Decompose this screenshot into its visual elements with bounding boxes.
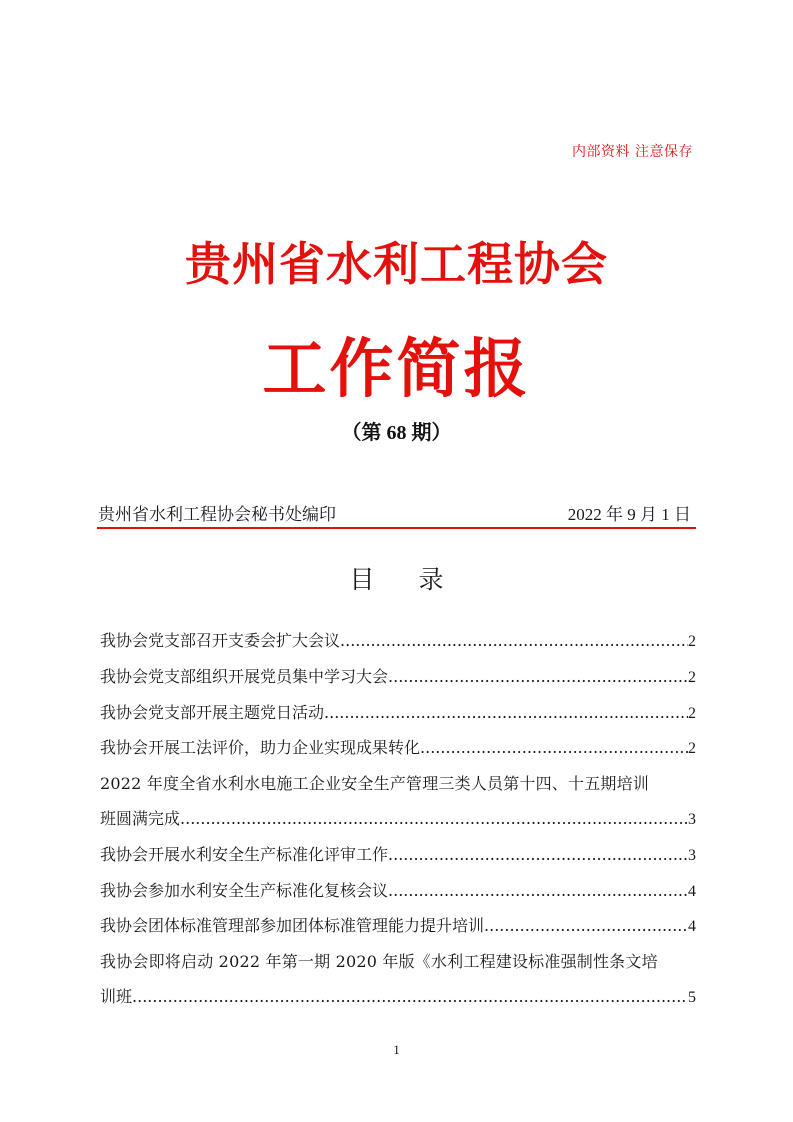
toc-heading: 目录 xyxy=(349,565,488,594)
toc-entry-title: 我协会参加水利安全生产标准化复核会议 xyxy=(100,880,389,900)
publish-date: 2022 年 9 月 1 日 xyxy=(567,505,691,524)
toc-entry-page: 3 xyxy=(688,846,696,864)
publisher-row xyxy=(98,500,691,525)
toc-entry-title: 我协会党支部组织开展党员集中学习大会 xyxy=(100,666,389,686)
toc-leader-dots xyxy=(388,838,688,873)
toc-entry[interactable] xyxy=(100,660,696,696)
toc-entry[interactable] xyxy=(100,838,696,874)
toc-entry-title: 我协会开展水利安全生产标准化评审工作 xyxy=(100,844,389,864)
toc-entry-page: 3 xyxy=(688,810,696,828)
publisher-editor: 贵州省水利工程协会秘书处编印 xyxy=(98,505,336,525)
page-number: 1 xyxy=(393,1042,400,1057)
toc-entry-title: 我协会党支部开展主题党日活动 xyxy=(100,702,325,722)
toc-entry-title-line2: 班圆满完成 xyxy=(100,808,181,828)
toc-leader-dots xyxy=(388,874,688,909)
toc-entry[interactable] xyxy=(100,696,696,732)
confidential-note: 内部资料 注意保存 xyxy=(572,144,693,160)
issue-number: （第 68 期） xyxy=(341,422,452,444)
toc-entry-page: 2 xyxy=(688,668,696,686)
toc-entry-multiline[interactable] xyxy=(100,767,696,838)
toc-entry-title-line1: 我协会即将启动 2022 年第一期 2020 年版《水利工程建设标准强制性条文培 xyxy=(100,952,658,972)
toc-leader-dots xyxy=(420,731,688,766)
toc-entry-title-line2: 训班 xyxy=(100,986,133,1006)
toc-entry-page: 2 xyxy=(688,633,696,650)
masthead-red-rule xyxy=(97,527,696,529)
toc-entry-page: 4 xyxy=(688,882,696,900)
table-of-contents xyxy=(100,624,696,1016)
toc-leader-dots xyxy=(388,660,688,695)
toc-leader-dots xyxy=(324,696,688,731)
toc-leader-dots xyxy=(180,802,688,837)
toc-leader-dots xyxy=(340,624,688,659)
toc-entry[interactable] xyxy=(100,909,696,945)
toc-leader-dots xyxy=(484,909,688,944)
toc-entry-page: 2 xyxy=(688,740,696,758)
toc-entry[interactable] xyxy=(100,624,696,660)
masthead-title: 工作简报 xyxy=(262,332,531,407)
toc-entry-title-line1: 2022 年度全省水利水电施工企业安全生产管理三类人员第十四、十五期培训 xyxy=(100,774,650,794)
toc-entry-title: 我协会开展工法评价，助力企业实现成果转化 xyxy=(100,738,421,758)
masthead-organization: 贵州省水利工程协会 xyxy=(185,237,608,291)
toc-entry-multiline[interactable] xyxy=(100,945,696,1016)
toc-entry-page: 5 xyxy=(688,988,696,1006)
toc-entry-page: 4 xyxy=(688,918,696,936)
toc-entry-title: 我协会团体标准管理部参加团体标准管理能力提升培训 xyxy=(100,916,485,936)
toc-entry-title: 我协会党支部召开支委会扩大会议 xyxy=(100,631,341,650)
toc-entry-page: 2 xyxy=(688,704,696,722)
toc-leader-dots xyxy=(132,980,688,1015)
toc-entry[interactable] xyxy=(100,731,696,767)
toc-entry[interactable] xyxy=(100,874,696,910)
